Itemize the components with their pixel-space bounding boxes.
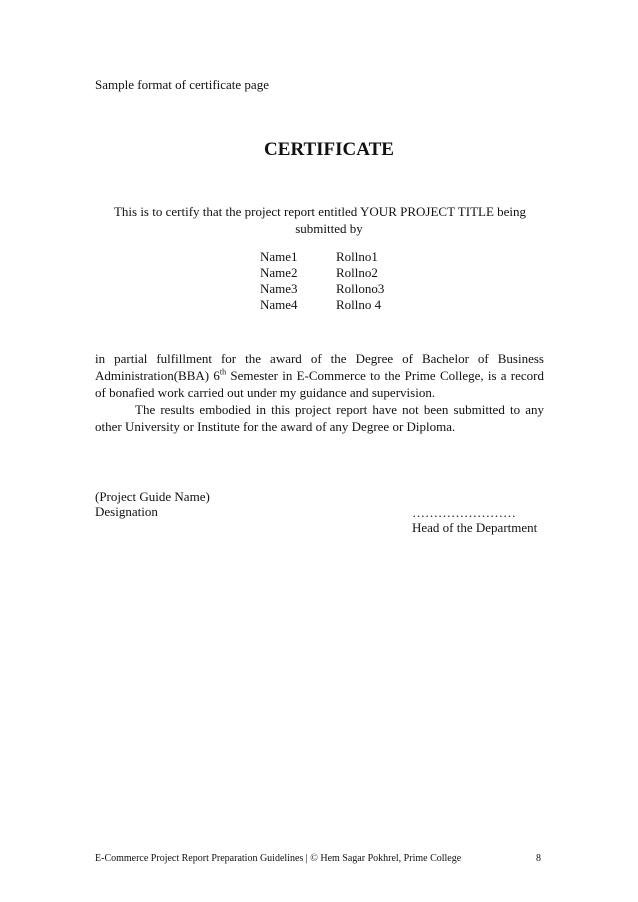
body-paragraph-1-text: in partial fulfillment for the award of the Degree of Bachelor of Business Administration(BBA) 6 — [95, 351, 544, 383]
student-row — [260, 265, 384, 281]
student-roll: Rollno 4 — [336, 297, 382, 312]
page-caption: Sample format of certificate page — [95, 77, 269, 92]
student-row — [260, 249, 384, 265]
body-paragraph-1-rest: Semester in E-Commerce to the Prime College, is a record of bonafied work carried out under my guidance and supervision. — [95, 368, 545, 400]
certify-statement-line-1: This is to certify that the project report entitled YOUR PROJECT TITLE being — [113, 204, 527, 219]
page-number: 8 — [536, 853, 541, 864]
student-name: Name2 — [260, 265, 298, 280]
page-footer: E-Commerce Project Report Preparation Guidelines | © Hem Sagar Pokhrel, Prime College — [95, 853, 462, 864]
certificate-body — [95, 350, 544, 435]
student-name: Name1 — [260, 249, 298, 264]
hod-title: Head of the Department — [412, 520, 538, 535]
student-row — [260, 297, 384, 313]
student-row — [260, 281, 384, 297]
guide-designation: Designation — [95, 504, 158, 519]
certify-statement-line-2: submitted by — [295, 221, 363, 236]
student-name: Name4 — [260, 297, 298, 312]
student-roll: Rollono3 — [336, 281, 385, 296]
student-list — [260, 249, 384, 313]
hod-signature — [412, 505, 537, 535]
guide-name: (Project Guide Name) — [95, 489, 210, 504]
certificate-title: CERTIFICATE — [264, 139, 394, 160]
student-name: Name3 — [260, 281, 298, 296]
body-paragraph-2: The results embodied in this project report have not been submitted to any other University or Institute for the award of any Degree or Diploma. — [95, 402, 544, 434]
student-roll: Rollno2 — [336, 265, 378, 280]
ordinal-superscript: th — [219, 367, 227, 377]
student-roll: Rollno1 — [336, 249, 378, 264]
signature-line: …………………… — [412, 505, 516, 520]
body-paragraph-1 — [95, 350, 544, 401]
project-guide-signature — [95, 489, 210, 519]
